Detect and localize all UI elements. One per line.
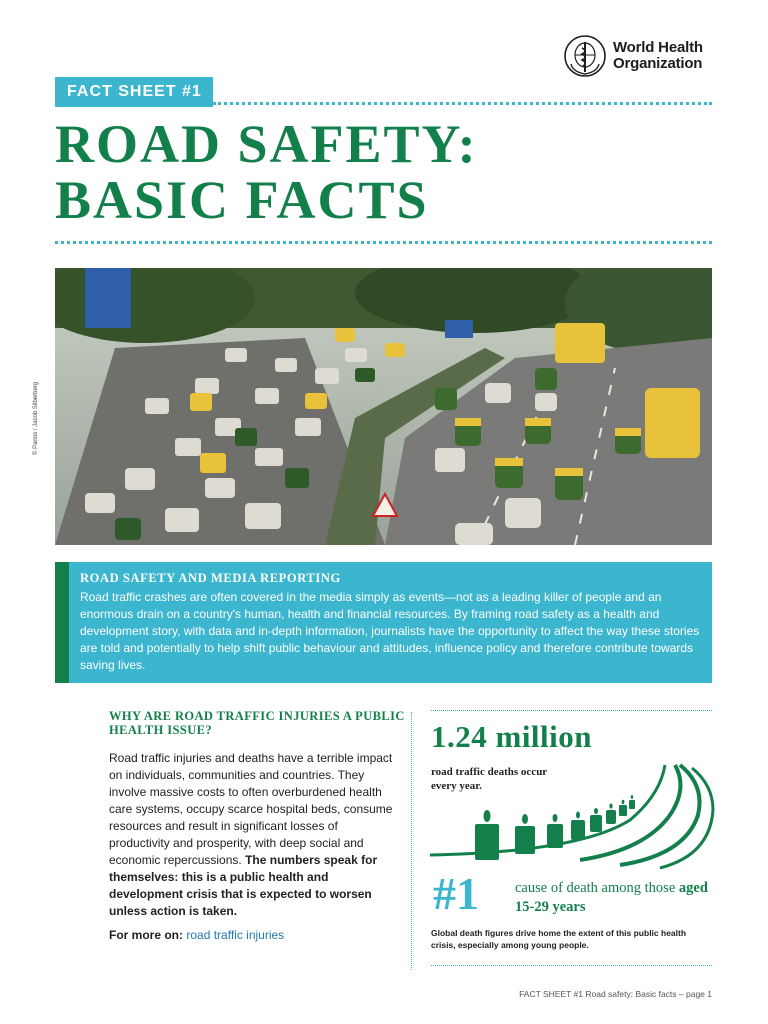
traffic-photo	[55, 268, 712, 545]
who-emblem-icon	[563, 34, 607, 78]
why-body-bold: The numbers speak for themselves: this is a public health and development crisis that is expected to worsen unless action is taken.	[109, 853, 378, 918]
title-line2: BASIC FACTS	[55, 170, 429, 230]
rank-caption-bold: aged 15-29 years	[515, 880, 708, 915]
column-divider	[411, 712, 412, 970]
why-body	[109, 750, 399, 920]
media-heading: ROAD SAFETY AND MEDIA REPORTING	[80, 571, 341, 585]
who-wordmark	[613, 40, 703, 72]
rank-caption	[515, 879, 715, 917]
traffic-photo-illustration	[55, 268, 712, 545]
why-body-text: Road traffic injuries and deaths have a terrible impact on individuals, communities and countries. They involve massive costs to often overburdened health care systems, occupy scarce hospital beds, consume resources and result in significant losses of productivity and prosperity, with deep social and economic repercussions.	[109, 751, 393, 867]
deaths-caption: road traffic deaths occur every year.	[431, 766, 547, 792]
photo-credit: © Panos / Jacob Silberberg	[33, 381, 39, 455]
page-footer: FACT SHEET #1 Road safety: Basic facts – page 1	[519, 989, 712, 999]
fact-sheet-tag: FACT SHEET #1	[55, 77, 213, 107]
stats-bottom-rule	[431, 965, 712, 966]
stats-note: Global death figures drive home the extent of this public health crisis, especially among young people.	[431, 928, 687, 950]
deaths-value: 1.24 million	[431, 719, 593, 754]
stats-top-rule	[431, 710, 712, 711]
title-line1: ROAD SAFETY:	[55, 114, 478, 174]
top-dotted-rule	[213, 102, 712, 105]
org-name-line1: World Health	[613, 39, 703, 56]
title-dotted-rule	[55, 241, 712, 244]
road-traffic-injuries-link[interactable]: road traffic injuries	[186, 928, 285, 942]
rank-number: #1	[433, 868, 479, 919]
rank-caption-prefix: cause of death among those	[515, 880, 679, 896]
why-heading: WHY ARE ROAD TRAFFIC INJURIES A PUBLIC HEALTH ISSUE?	[109, 709, 405, 737]
more-label: For more on:	[109, 928, 183, 942]
who-logo	[563, 34, 713, 78]
media-body: Road traffic crashes are often covered in the media simply as events—not as a leading killer of people and an enormous drain on a country's human, health and financial resources. By framing road safety as a health and development story, with data and in-depth information, journalists have the opportunity to affect the way these stories are told and potentially to help shift public behaviour and attitudes, influence policy and therefore contribute towards saving lives.	[80, 590, 700, 672]
page-title	[55, 116, 715, 228]
more-info	[109, 928, 284, 942]
media-box-accent-bar	[55, 562, 69, 683]
org-name-line2: Organization	[613, 55, 703, 72]
